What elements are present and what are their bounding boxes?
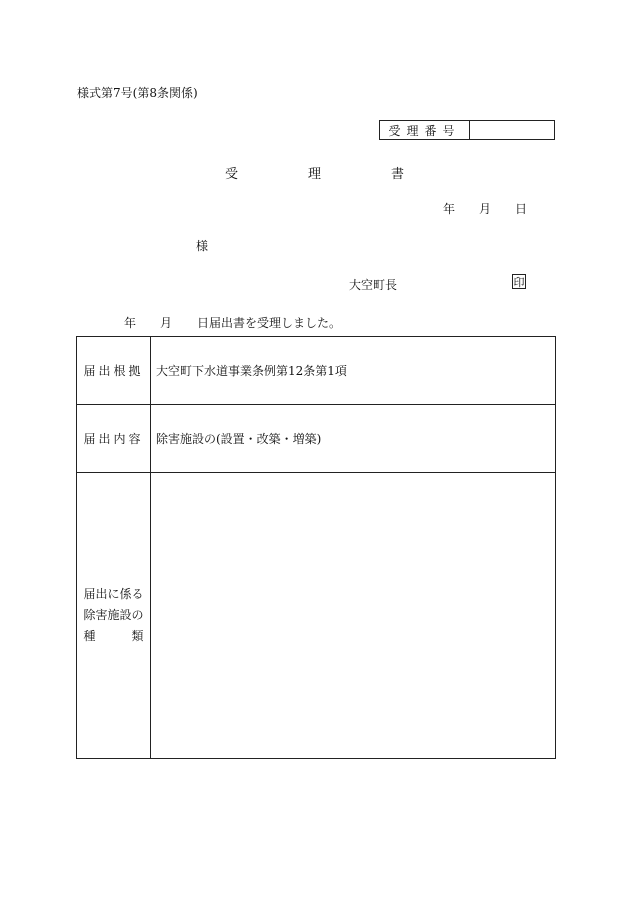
title-char-2: 理 [308, 167, 322, 182]
type-value-field[interactable] [151, 473, 555, 758]
seal-mark: 印 [513, 275, 525, 289]
form-number: 様式第7号(第8条関係) [77, 86, 198, 100]
receipt-number-field[interactable] [470, 121, 554, 139]
date-day-label: 日 [515, 202, 528, 216]
receipt-number-box [379, 120, 555, 140]
basis-label: 届出根拠 [77, 337, 151, 404]
type-label-line2: 除害施設の [83, 608, 144, 622]
notice-year-label: 年 [124, 316, 137, 330]
type-label [77, 473, 151, 758]
basis-value: 大空町下水道事業条例第12条第1項 [156, 364, 347, 378]
addressee-suffix: 様 [196, 239, 209, 253]
notice-text: 日届出書を受理しました。 [197, 316, 342, 330]
type-label-line3 [84, 626, 144, 647]
content-value: 除害施設の(設置・改築・増築) [156, 432, 322, 446]
issuer-name: 大空町長 [349, 278, 398, 292]
title-char-3: 書 [391, 167, 405, 182]
date-year-label: 年 [443, 202, 456, 216]
type-label-line3-left: 種 [83, 629, 96, 643]
details-table [76, 336, 556, 759]
notice-month-label: 月 [160, 316, 173, 330]
receipt-number-label: 受理番号 [380, 121, 470, 139]
table-row [77, 473, 555, 758]
date-month-label: 月 [479, 202, 492, 216]
type-label-line3-right: 類 [131, 629, 144, 643]
content-label: 届出内容 [77, 405, 151, 472]
table-row [77, 405, 555, 473]
title-char-1: 受 [225, 167, 239, 182]
type-label-line1: 届出に係る [83, 587, 144, 601]
table-row [77, 337, 555, 405]
